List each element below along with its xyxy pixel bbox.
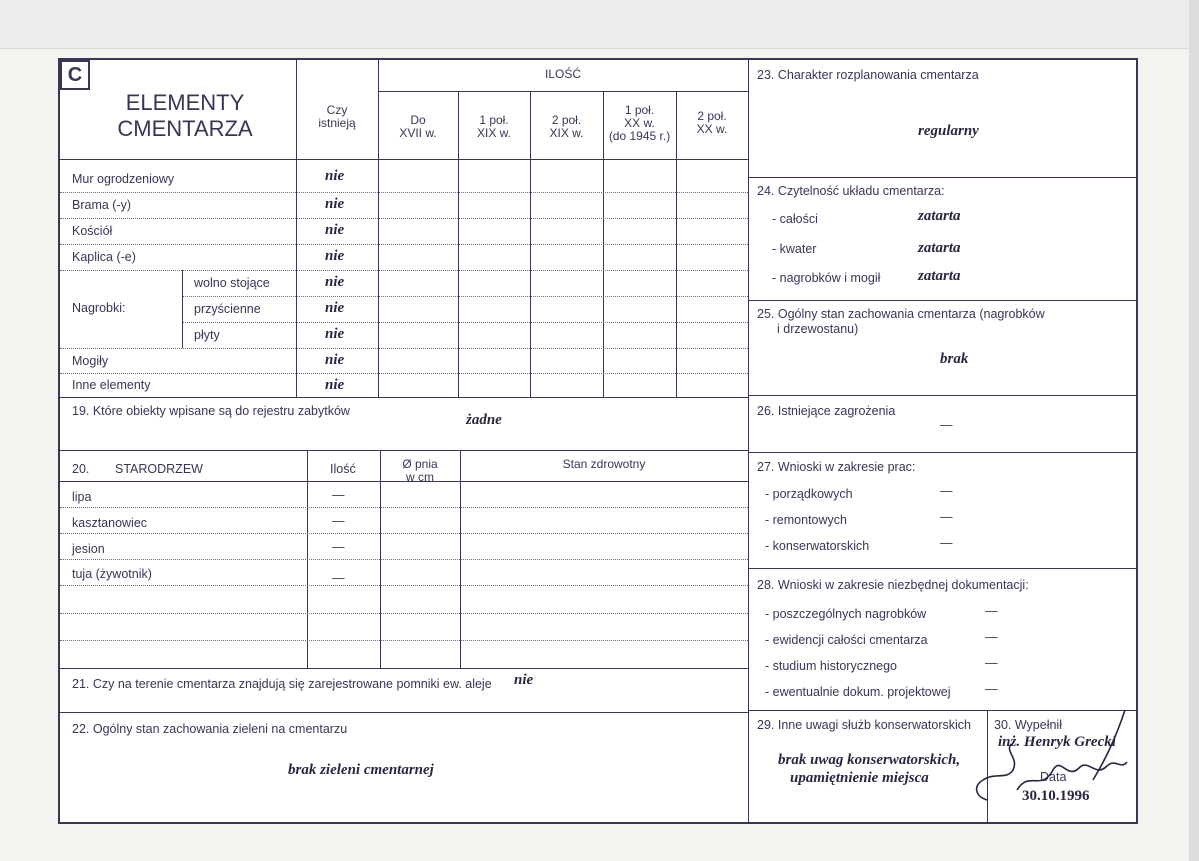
q24-item-value: zatarta	[918, 268, 961, 284]
element-label: wolno stojące	[194, 276, 270, 290]
q20-title: STARODRZEW	[115, 462, 203, 476]
q21-label: 21. Czy na terenie cmentarza znajdują się zarejestrowane pomniki ew. aleje	[72, 677, 492, 691]
q19-label: 19. Które obiekty wpisane są do rejestru zabytków	[72, 404, 350, 418]
element-value: nie	[325, 168, 345, 184]
period-1pol-xx	[603, 104, 676, 143]
q26-label: 26. Istniejące zagrożenia	[757, 404, 896, 418]
q27-item-label: - porządkowych	[765, 487, 853, 501]
q25-label-1: 25. Ogólny stan zachowania cmentarza (nagrobków	[757, 307, 1045, 321]
tree-name: kasztanowiec	[72, 516, 148, 530]
period-line: XIX w.	[476, 126, 511, 140]
element-value: nie	[325, 248, 345, 264]
header-czy: Czy	[326, 103, 348, 117]
q24-item-label: - całości	[772, 212, 818, 226]
q25-answer: brak	[940, 351, 969, 367]
element-value: nie	[325, 222, 345, 238]
q22-label: 22. Ogólny stan zachowania zieleni na cmentarzu	[72, 722, 348, 736]
q19-answer: żadne	[466, 412, 502, 428]
tree-qty: —	[332, 488, 345, 502]
period-line: XIX w.	[549, 126, 584, 140]
q25-label-2: i drzewostanu)	[777, 322, 859, 336]
q28-item-label: - poszczególnych nagrobków	[765, 607, 927, 621]
q27-item-label: - konserwatorskich	[765, 539, 870, 553]
q28-item-value: —	[985, 682, 998, 696]
q22-answer: brak zieleni cmentarnej	[288, 762, 434, 778]
q28-item-label: - ewidencji całości cmentarza	[765, 633, 928, 647]
element-label: Kościół	[72, 224, 113, 238]
q28-item-label: - studium historycznego	[765, 659, 898, 673]
q28-item-value: —	[985, 630, 998, 644]
period-line: XX w.	[696, 122, 728, 136]
q27-item-value: —	[940, 484, 953, 498]
q20-col-pnia-1: Ø pnia	[402, 457, 438, 471]
tree-qty: —	[332, 540, 345, 554]
q23-label: 23. Charakter rozplanowania cmentarza	[757, 68, 979, 82]
q20-col-stan: Stan zdrowotny	[562, 457, 646, 471]
element-label: Mur ogrodzeniowy	[72, 172, 175, 186]
period-line: 2 poł.	[551, 113, 582, 127]
q20-number: 20.	[72, 462, 90, 476]
element-label: płyty	[194, 328, 220, 342]
period-line: XX w.	[624, 116, 655, 130]
q27-item-value: —	[940, 510, 953, 524]
q28-item-value: —	[985, 656, 998, 670]
element-label: Inne elementy	[72, 378, 151, 392]
q24-item-label: - nagrobków i mogił	[772, 271, 881, 285]
tree-qty: —	[332, 514, 345, 528]
element-label: przyścienne	[194, 302, 261, 316]
element-label: Mogiły	[72, 354, 109, 368]
q29-answer-1: brak uwag konserwatorskich,	[778, 752, 961, 768]
signature-scribble	[965, 700, 1140, 810]
period-do-xvii	[378, 114, 458, 140]
element-label: Kaplica (-e)	[72, 250, 136, 264]
tree-name: jesion	[72, 542, 105, 556]
period-line: XVII w.	[399, 126, 437, 140]
q21-answer: nie	[514, 672, 534, 688]
section-letter-box: C	[60, 60, 90, 90]
element-value: nie	[325, 377, 345, 393]
period-2pol-xix	[530, 114, 603, 140]
tree-name: lipa	[72, 490, 92, 504]
scan-top-strip	[0, 0, 1199, 49]
element-value: nie	[325, 274, 345, 290]
q27-item-value: —	[940, 536, 953, 550]
q24-item-value: zatarta	[918, 208, 961, 224]
q29-answer-2: upamiętnienie miejsca	[790, 770, 929, 786]
period-line: (do 1945 r.)	[608, 129, 671, 143]
q24-label: 24. Czytelność układu cmentarza:	[757, 184, 945, 198]
element-value: nie	[325, 352, 345, 368]
q27-label: 27. Wnioski w zakresie prac:	[757, 460, 916, 474]
q27-item-label: - remontowych	[765, 513, 847, 527]
q30-date: 30.10.1996	[1022, 788, 1090, 804]
header-ilosc: ILOŚĆ	[544, 67, 581, 81]
period-line: 1 poł.	[624, 103, 655, 117]
header-czy-istnieja	[296, 104, 378, 130]
q26-answer: —	[940, 418, 953, 432]
q28-item-label: - ewentualnie dokum. projektowej	[765, 685, 951, 699]
element-label: Brama (-y)	[72, 198, 132, 212]
element-value: nie	[325, 326, 345, 342]
tree-name: tuja (żywotnik)	[72, 567, 152, 581]
element-value: nie	[325, 300, 345, 316]
q30-name: inż. Henryk Grecki	[998, 734, 1116, 750]
q30-label: 30. Wypełnił	[994, 718, 1062, 732]
q20-col-ilosc: Ilość	[330, 462, 356, 476]
period-line: 2 poł.	[697, 109, 727, 123]
q24-item-value: zatarta	[918, 240, 961, 256]
form-title-line1: ELEMENTY	[125, 90, 245, 115]
nagrobki-label: Nagrobki:	[72, 301, 126, 315]
q28-item-value: —	[985, 604, 998, 618]
header-istnieja: istnieją	[318, 116, 356, 130]
q24-item-label: - kwater	[772, 242, 817, 256]
q20-col-pnia-2: w cm	[406, 470, 434, 484]
scan-right-edge	[1189, 0, 1199, 861]
q29-label: 29. Inne uwagi służb konserwatorskich	[757, 718, 972, 732]
period-2pol-xx	[676, 110, 748, 136]
q30-date-label: Data	[1040, 770, 1067, 784]
period-1pol-xix	[458, 114, 530, 140]
period-line: Do	[410, 113, 426, 127]
q28-label: 28. Wnioski w zakresie niezbędnej dokumentacji:	[757, 578, 1029, 592]
form-title-line2: CMENTARZA	[117, 116, 253, 141]
inventory-form-sheet	[58, 58, 1138, 824]
period-line: 1 poł.	[479, 113, 509, 127]
tree-qty: —	[332, 571, 345, 585]
q23-answer: regularny	[918, 123, 979, 139]
element-value: nie	[325, 196, 345, 212]
